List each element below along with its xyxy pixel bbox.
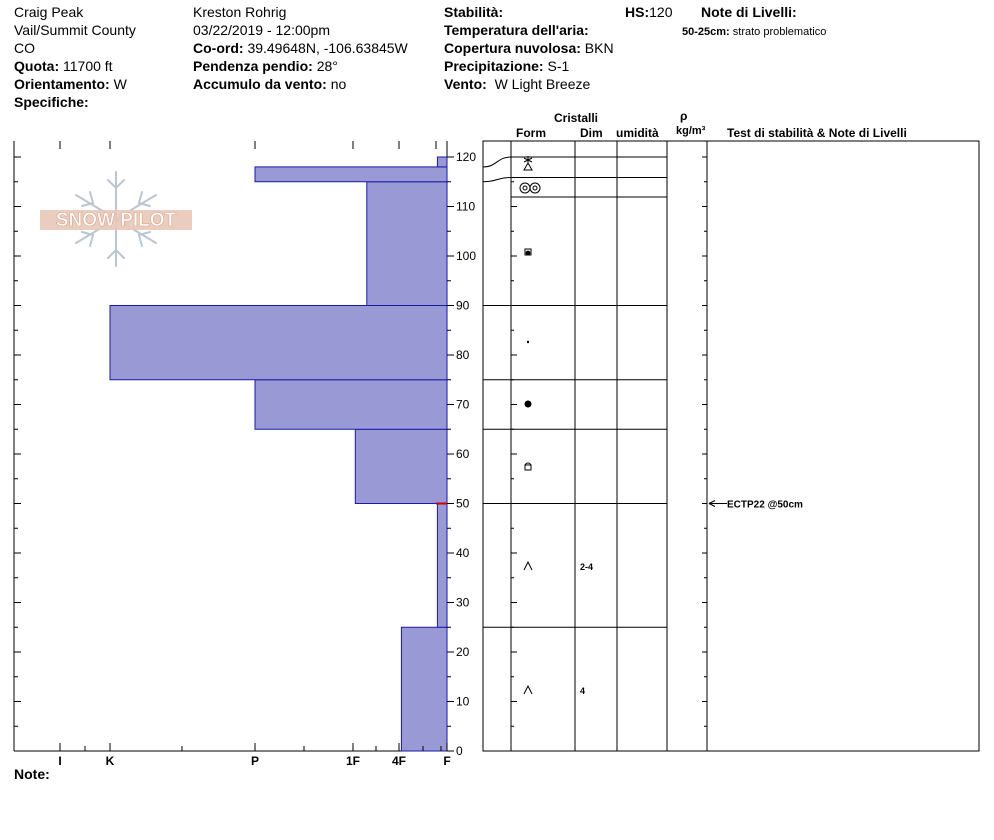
layer-notes-label: Note di Livelli:	[701, 4, 797, 20]
square-icon	[525, 465, 531, 470]
y-tick-label: 0	[456, 744, 463, 758]
hs-label: HS:	[625, 4, 650, 20]
crystal-form-icon	[525, 249, 531, 255]
precip-value: S-1	[547, 58, 570, 74]
crystal-form-icon	[525, 463, 531, 470]
y-tick-label: 70	[456, 397, 470, 412]
y-tick-label: 10	[456, 694, 470, 709]
logo-text: SNOW PILOT	[55, 210, 177, 231]
precip-label: Precipitazione:	[444, 58, 544, 74]
air-temp-label: Temperatura dell'aria:	[444, 22, 589, 38]
y-tick-label: 20	[456, 645, 470, 659]
x-tick-label: 1F	[345, 754, 361, 768]
y-tick-label: 110	[456, 199, 476, 214]
crystal-size-label: 2-4	[580, 562, 594, 572]
location-name: Craig Peak	[14, 4, 84, 20]
circle-icon	[530, 183, 540, 193]
caret-icon	[524, 562, 532, 570]
stability-test-label: ECTP22 @50cm	[727, 499, 803, 511]
specifics-label: Specifiche:	[14, 94, 89, 110]
aspect-value: W	[113, 76, 127, 92]
observer-name: Kreston Rohrig	[193, 4, 287, 20]
y-tick-label: 120	[456, 150, 477, 164]
hardness-bar	[437, 157, 447, 167]
crystal-form-icon	[527, 341, 529, 343]
elevation-value: 11700 ft	[63, 58, 113, 74]
sky-label: Copertura nuvolosa:	[444, 40, 581, 56]
tests-header: Test di stabilità & Note di Livelli	[727, 126, 907, 140]
y-tick-label: 50	[456, 496, 470, 511]
crystal-form-icon	[520, 183, 540, 193]
triangle-icon	[524, 163, 532, 170]
y-tick-label: 80	[456, 348, 470, 362]
crystal-form-icon	[525, 401, 532, 408]
hardness-bar	[355, 429, 447, 503]
hardness-bar	[110, 306, 447, 380]
state-name: CO	[14, 40, 35, 56]
elevation-label: Quota:	[14, 58, 60, 74]
y-tick-label: 100	[456, 249, 477, 263]
layer-note-text: strato problematico	[732, 26, 827, 38]
layer-note-range: 50-25cm:	[682, 26, 730, 38]
x-tick-label: F	[443, 754, 451, 768]
y-tick-label: 40	[456, 546, 470, 560]
density-unit: kg/m³	[676, 125, 706, 137]
y-tick-label: 30	[456, 595, 470, 610]
crystal-size-label: 4	[580, 686, 586, 696]
coord-value: 39.49648N, -106.63845W	[247, 40, 408, 56]
circle-icon	[533, 186, 537, 190]
filled-circle-icon	[525, 401, 532, 408]
x-tick-label: I	[58, 754, 62, 768]
x-tick-label: 4F	[391, 754, 407, 768]
crystals-header: Cristalli	[554, 111, 599, 125]
caret-icon	[524, 686, 532, 694]
dot-icon	[527, 341, 529, 343]
wind-loading-label: Accumulo da vento:	[193, 76, 327, 92]
stability-label: Stabilità:	[444, 4, 504, 20]
hardness-bar	[367, 182, 447, 306]
aspect-label: Orientamento:	[14, 76, 110, 92]
slope-label: Pendenza pendio:	[193, 58, 313, 74]
wind-loading-value: no	[330, 76, 347, 92]
coord-label: Co-ord:	[193, 40, 244, 56]
hs-value: 120	[649, 4, 673, 20]
size-header: Dim	[580, 126, 603, 140]
sky-value: BKN	[584, 40, 614, 56]
circle-icon	[520, 183, 530, 193]
density-symbol: ρ	[680, 109, 688, 123]
layer-connector	[483, 178, 511, 182]
x-tick-label: K	[105, 754, 115, 768]
wind-value: W Light Breeze	[494, 76, 591, 92]
moisture-header: umidità	[616, 126, 659, 140]
form-header: Form	[516, 126, 546, 140]
y-tick-label: 60	[456, 447, 470, 461]
observation-datetime: 03/22/2019 - 12:00pm	[193, 22, 330, 38]
crystal-form-icon	[524, 686, 532, 694]
hardness-bar	[437, 504, 447, 628]
crystal-form-icon	[524, 562, 532, 570]
crystal-form-icon	[524, 156, 532, 170]
wind-label: Vento:	[444, 76, 487, 92]
y-tick-label: 90	[456, 298, 470, 313]
notes-label: Note:	[14, 766, 50, 782]
hardness-bar	[255, 380, 447, 430]
region-name: Vail/Summit County	[14, 22, 136, 38]
slope-value: 28°	[316, 58, 338, 74]
x-tick-label: P	[250, 754, 260, 768]
circle-icon	[523, 186, 527, 190]
layer-table-frame	[483, 141, 979, 751]
dot-icon	[526, 251, 531, 256]
layer-connector	[483, 157, 511, 167]
hardness-bar	[255, 167, 447, 182]
hardness-bar	[401, 627, 447, 751]
